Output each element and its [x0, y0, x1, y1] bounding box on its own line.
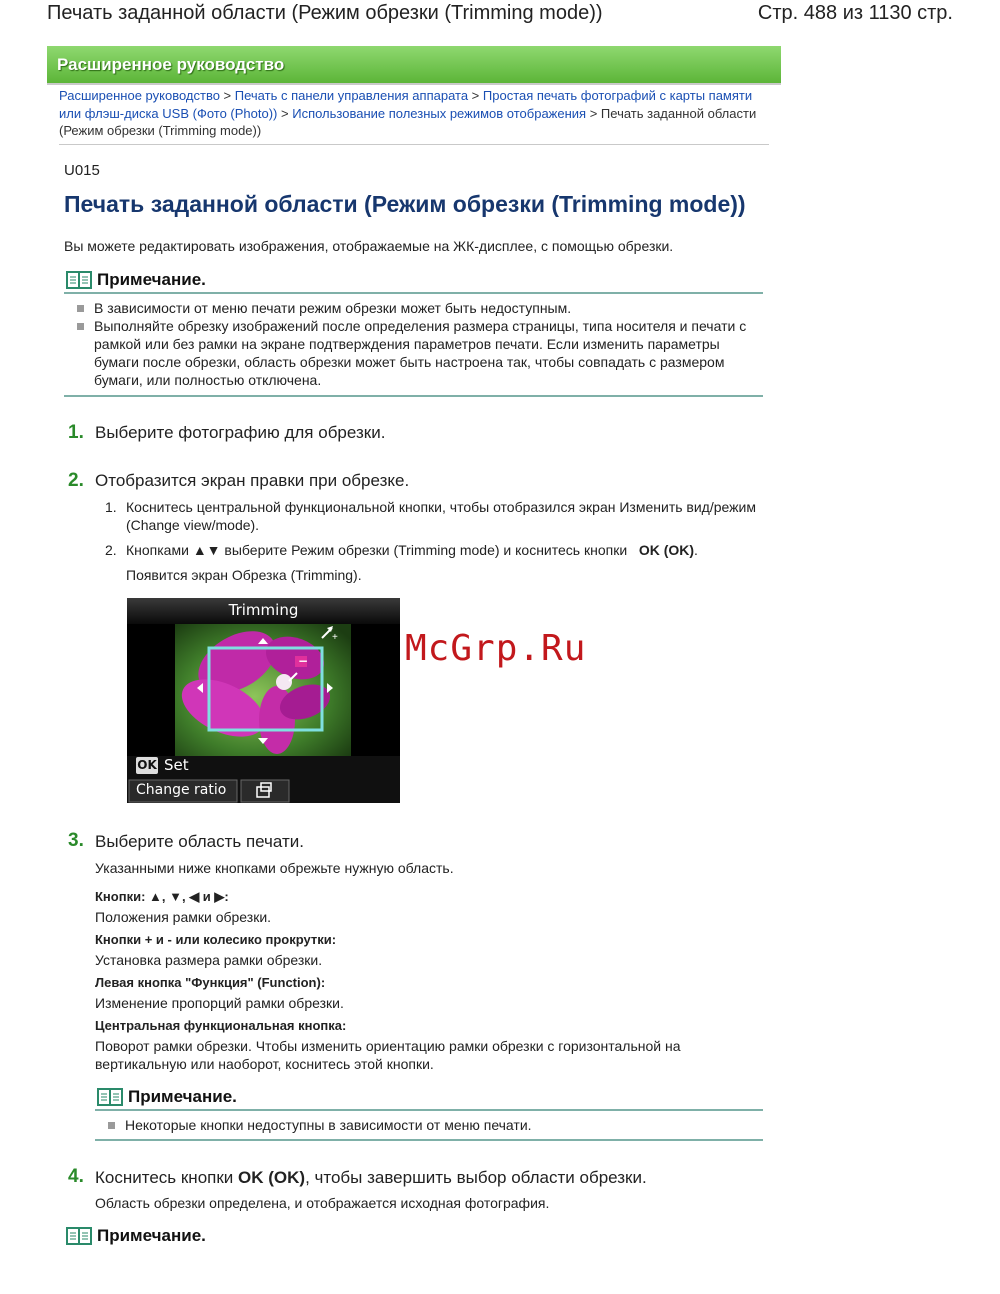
- definition-desc: Поворот рамки обрезки. Чтобы изменить ориентацию рамки обрезки с горизонтальной на вертикальную или наоборот, коснитесь этой кнопки.: [95, 1038, 681, 1072]
- banner-label: Расширенное руководство: [57, 55, 285, 74]
- page-title: Печать заданной области (Режим обрезки (Trimming mode)): [64, 191, 746, 217]
- definition-desc: Изменение пропорций рамки обрезки.: [95, 995, 344, 1011]
- note-rule-top: [95, 1109, 763, 1111]
- breadcrumb: [59, 87, 769, 140]
- step-number: 1.: [68, 422, 84, 443]
- substep-number: 1.: [105, 499, 117, 515]
- step-text: Отобразится экран правки при обрезке.: [95, 471, 410, 490]
- definition-desc: Положения рамки обрезки.: [95, 909, 272, 925]
- substep-text: Коснитесь центральной функциональной кнопки, чтобы отобразился экран Изменить вид/режим (Change view/mode).: [126, 499, 756, 533]
- step-text: Выберите фотографию для обрезки.: [95, 423, 386, 442]
- breadcrumb-link-print-from-panel[interactable]: Печать с панели управления аппарата: [234, 88, 469, 103]
- lcd-trimming-screenshot: [127, 598, 400, 803]
- doc-code: U015: [64, 162, 100, 179]
- header-title: Печать заданной области (Режим обрезки (Trimming mode)): [47, 2, 603, 24]
- breadcrumb-separator: >: [277, 105, 293, 121]
- note-rule-top: [64, 292, 763, 294]
- breadcrumb-separator: >: [586, 105, 601, 121]
- definition-term: Кнопки: ▲, ▼, ◀ и ▶:: [95, 889, 229, 904]
- lcd-minus-sign: −: [297, 654, 309, 668]
- breadcrumb-current: Печать заданной области (Режим обрезки (Trimming mode)): [59, 105, 757, 138]
- note-heading: [65, 270, 206, 290]
- breadcrumb-link-advanced-guide[interactable]: Расширенное руководство: [59, 88, 220, 103]
- ok-key-label: OK (OK): [638, 542, 695, 558]
- book-icon: [65, 270, 93, 290]
- list-item: В зависимости от меню печати режим обрезки может быть недоступным.: [77, 299, 749, 317]
- note-heading-label: Примечание.: [128, 1087, 237, 1106]
- note-rule-bottom: [64, 395, 763, 397]
- definition-desc: Установка размера рамки обрезки.: [95, 952, 323, 968]
- step-number: 2.: [68, 470, 84, 491]
- note-heading-label: Примечание.: [97, 1226, 206, 1245]
- section-banner: [47, 46, 781, 85]
- substep-text-part: выберите Режим обрезки (Trimming mode) и коснитесь кнопки: [220, 542, 628, 558]
- svg-text:+: +: [332, 632, 338, 643]
- lcd-change-ratio-label: Change ratio: [136, 782, 227, 798]
- lcd-ok-key: OK: [137, 758, 157, 772]
- arrow-keys-icon: ▲▼: [192, 542, 221, 558]
- breadcrumb-separator: >: [468, 88, 483, 103]
- book-icon: [65, 1226, 93, 1246]
- book-icon: [96, 1087, 124, 1107]
- step-text: [95, 1168, 647, 1188]
- list-item: Выполняйте обрезку изображений после определения размера страницы, типа носителя и печати с рамкой или без рамки на экране подтверждения параметров печати. Если изменить параметры бумаги после обрезки, область обрезки может быть настроена так, чтобы совпадать с размером бумаги, или полностью отключена.: [77, 317, 749, 389]
- watermark: McGrp.Ru: [405, 628, 587, 669]
- note-rule-bottom: [95, 1139, 763, 1141]
- definition-term: Кнопки + и - или колесико прокрутки:: [95, 932, 337, 947]
- substep-result: Появится экран Обрезка (Trimming).: [126, 567, 362, 583]
- step-text: Выберите область печати.: [95, 832, 304, 851]
- lcd-title: Trimming: [228, 601, 299, 619]
- breadcrumb-link-photo-print[interactable]: Простая печать фотографий с карты памяти или флэш-диска USB (Фото (Photo)): [59, 88, 753, 121]
- substep-number: 2.: [105, 542, 117, 558]
- note-heading: [65, 1226, 206, 1246]
- step-detail: Область обрезки определена, и отображается исходная фотография.: [95, 1195, 550, 1211]
- note-list: [108, 1116, 748, 1134]
- substep-text-part: .: [694, 542, 698, 558]
- lcd-set-label: Set: [164, 756, 189, 774]
- note-heading: [96, 1087, 237, 1107]
- note-list: [77, 299, 749, 389]
- list-item: Некоторые кнопки недоступны в зависимости от меню печати.: [108, 1116, 748, 1134]
- substep-text: [126, 541, 766, 559]
- step-number: 3.: [68, 830, 84, 851]
- step-text-part: Коснитесь кнопки: [95, 1168, 239, 1187]
- breadcrumb-divider: [59, 144, 769, 145]
- definition-term: Центральная функциональная кнопка:: [95, 1018, 347, 1033]
- breadcrumb-separator: >: [219, 88, 235, 103]
- step-detail: Указанными ниже кнопками обрежьте нужную область.: [95, 860, 454, 876]
- definition-term: Левая кнопка "Функция" (Function):: [95, 975, 326, 990]
- step-number: 4.: [68, 1166, 84, 1187]
- substep-text-part: Кнопками: [126, 542, 193, 558]
- note-heading-label: Примечание.: [97, 270, 206, 289]
- intro-text: Вы можете редактировать изображения, отображаемые на ЖК-дисплее, с помощью обрезки.: [64, 238, 674, 254]
- page-counter: Стр. 488 из 1130 стр.: [757, 2, 953, 24]
- step-text-part: , чтобы завершить выбор области обрезки.: [305, 1168, 647, 1187]
- breadcrumb-link-display-modes[interactable]: Использование полезных режимов отображения: [292, 105, 587, 121]
- ok-key-label: OK (OK): [238, 1168, 306, 1187]
